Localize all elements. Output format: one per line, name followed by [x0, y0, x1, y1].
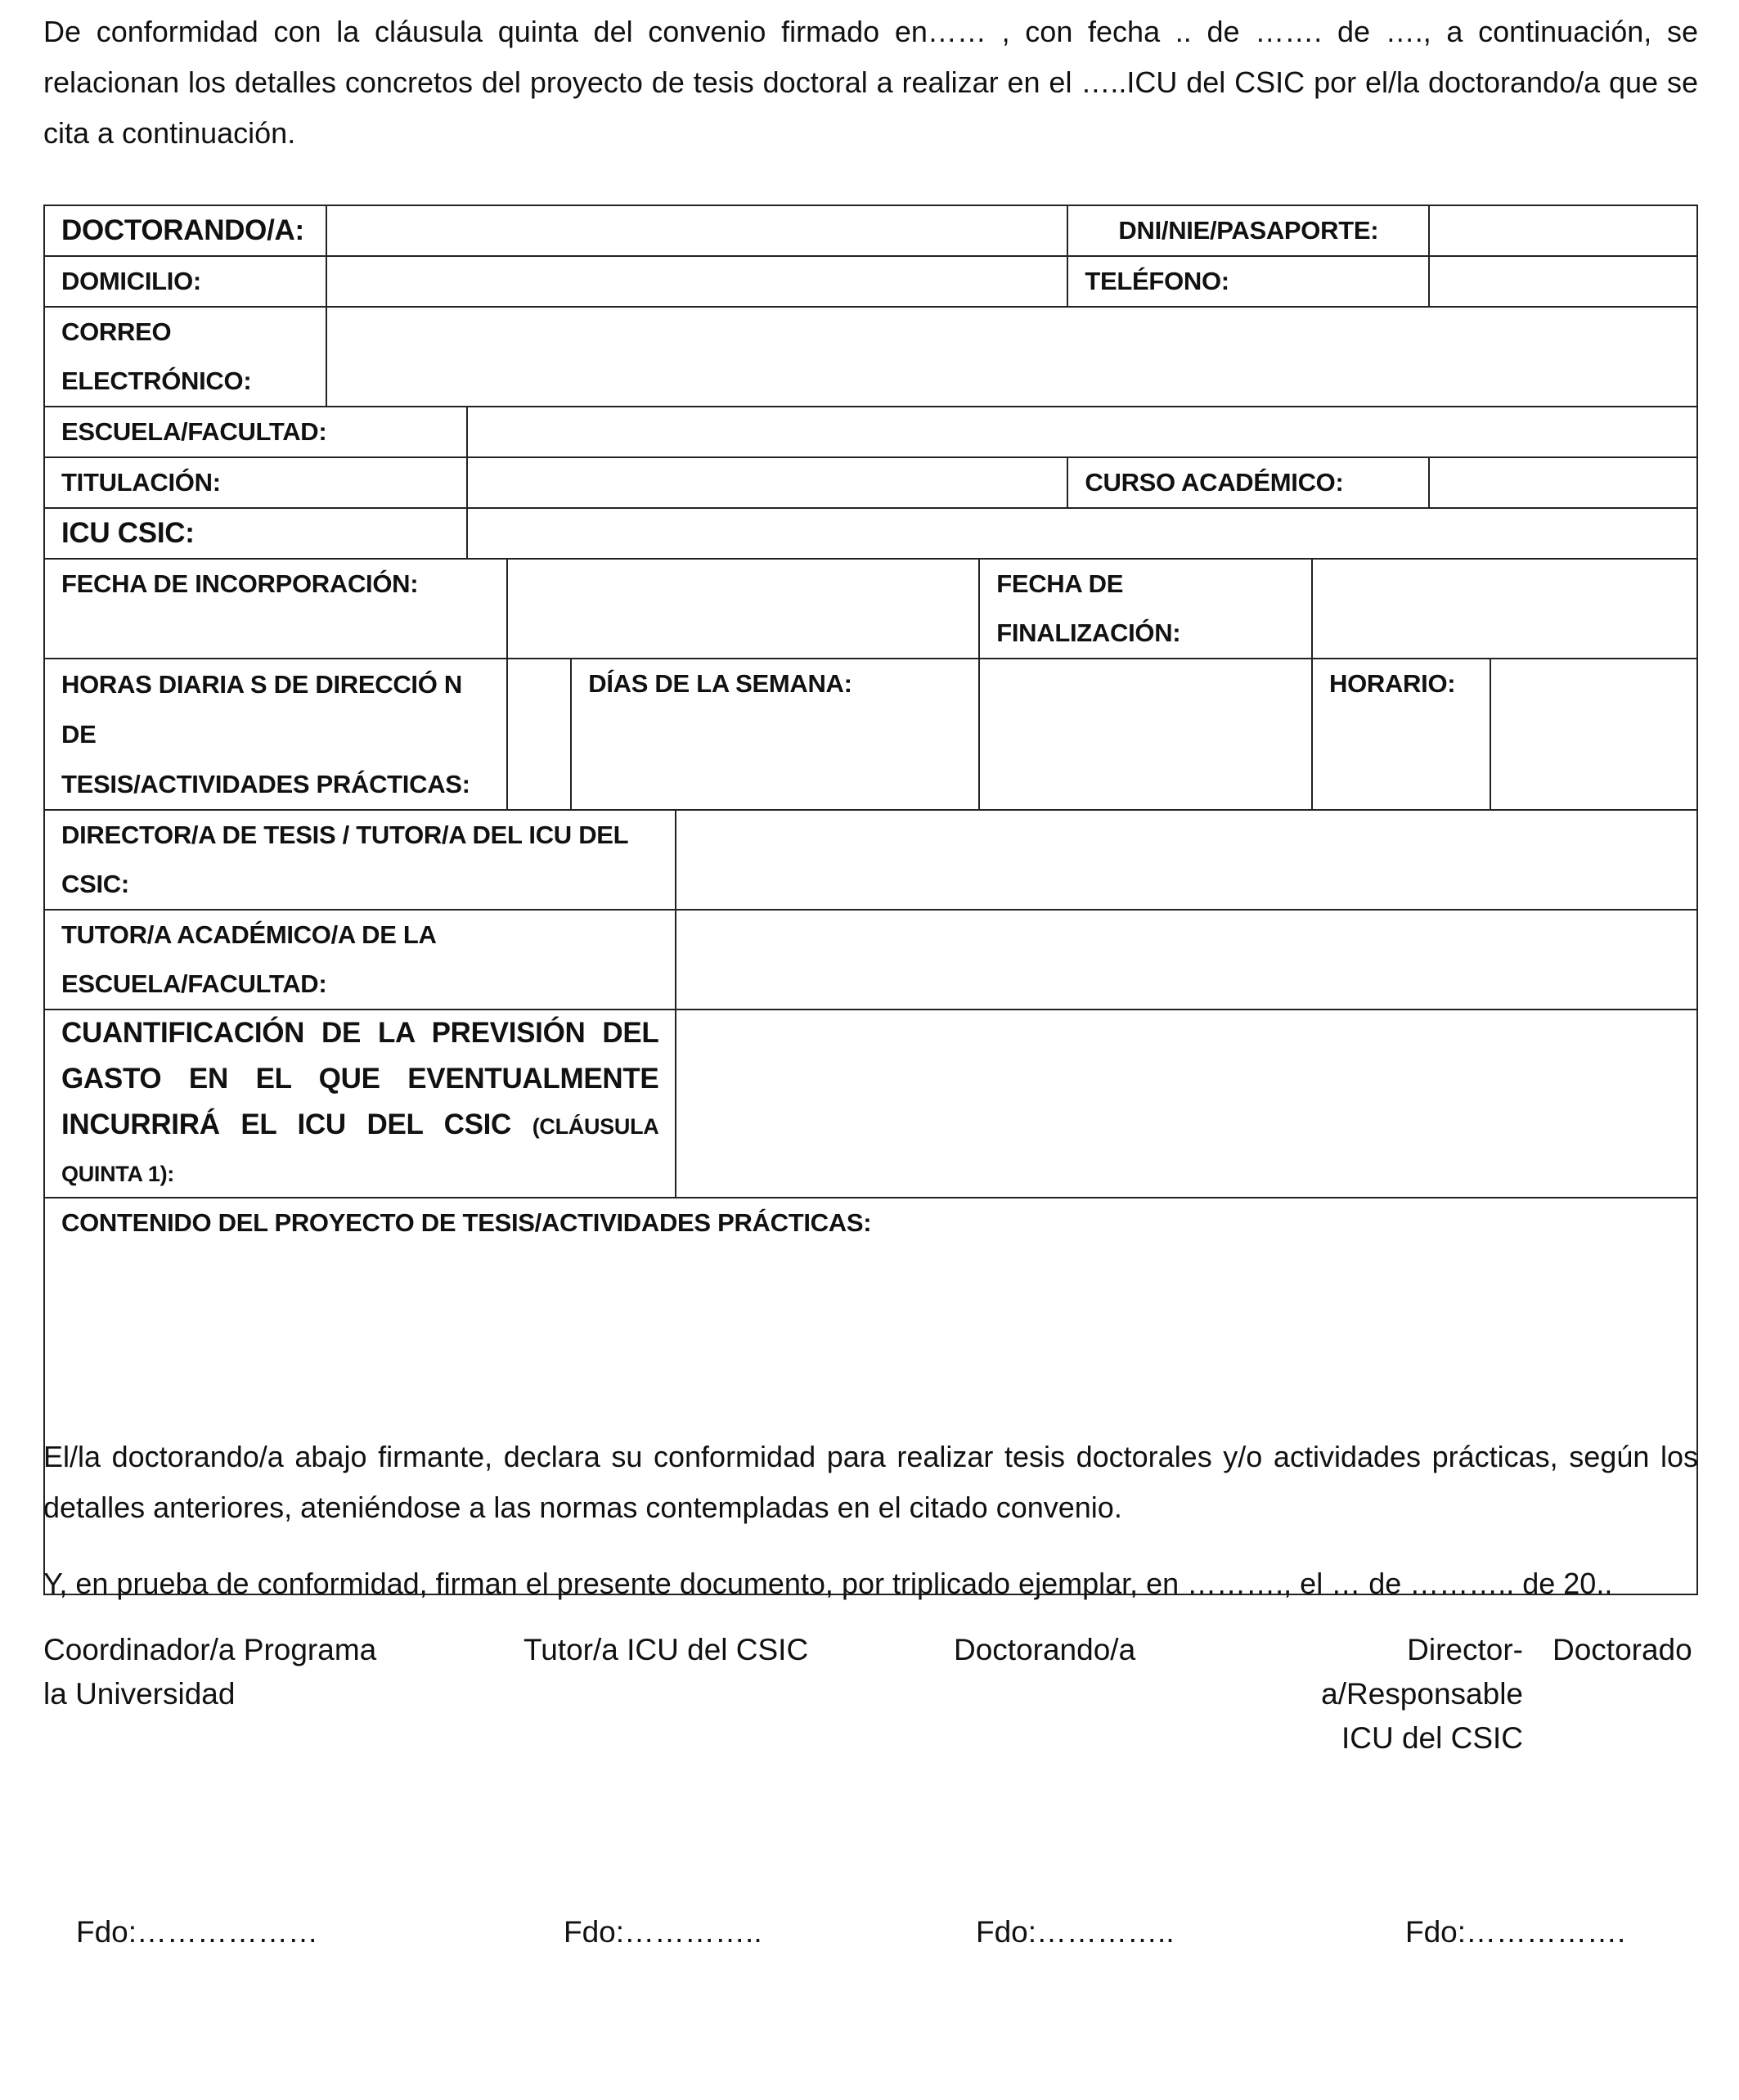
- signature-tutor: Tutor/a ICU del CSIC: [523, 1633, 809, 1666]
- fdo-director: Fdo:…………….: [1405, 1915, 1626, 1949]
- label-cuantificacion-text: CUANTIFICACIÓN DE LA PREVISIÓN DEL GASTO EN EL QUE EVENTUALMENTE INCURRIRÁ EL ICU DEL CSIC: [61, 1017, 659, 1140]
- fecha-incorporacion-field[interactable]: [507, 559, 979, 659]
- horario-field[interactable]: [1490, 659, 1697, 810]
- fecha-finalizacion-field[interactable]: [1312, 559, 1697, 659]
- fdo-tutor: Fdo:…………..: [564, 1915, 762, 1949]
- row-escuela: [44, 407, 1697, 457]
- doctorando-field[interactable]: [326, 205, 1068, 256]
- escuela-field[interactable]: [467, 407, 1697, 457]
- label-correo-line1: CORREO: [61, 317, 172, 346]
- signature-coordinador-line1: Coordinador/a Programa: [43, 1633, 377, 1666]
- label-clausula: (CLÁUSULA QUINTA 1):: [61, 1114, 659, 1186]
- signature-director: [1211, 1628, 1523, 1760]
- signature-coordinador-line2: la Universidad: [43, 1677, 236, 1711]
- dias-field[interactable]: [979, 659, 1312, 810]
- row-correo: [44, 307, 1697, 407]
- label-doctorando: DOCTORANDO/A:: [44, 205, 326, 256]
- fdo-coordinador: Fdo:………………: [76, 1915, 319, 1949]
- signature-coordinador: [43, 1628, 376, 1716]
- row-domicilio: [44, 256, 1697, 307]
- tutor-academico-field[interactable]: [676, 910, 1697, 1010]
- signature-director-line1: Director-a/Responsable: [1321, 1633, 1523, 1711]
- label-horas: [44, 659, 507, 810]
- label-domicilio: DOMICILIO:: [44, 256, 326, 307]
- icu-field[interactable]: [467, 508, 1697, 559]
- dni-field[interactable]: [1429, 205, 1697, 256]
- horas-field[interactable]: [507, 659, 571, 810]
- cuantificacion-field[interactable]: [676, 1010, 1697, 1198]
- curso-field[interactable]: [1429, 457, 1697, 508]
- row-tutor-academico: [44, 910, 1697, 1010]
- row-contenido: [44, 1198, 1697, 1594]
- domicilio-field[interactable]: [326, 256, 1068, 307]
- label-dias: DÍAS DE LA SEMANA:: [571, 659, 979, 810]
- fdo-doctorando: Fdo:…………..: [976, 1915, 1175, 1949]
- row-titulacion: [44, 457, 1697, 508]
- label-tutor-academico: TUTOR/A ACADÉMICO/A DE LA ESCUELA/FACULTAD:: [44, 910, 676, 1010]
- label-contenido: CONTENIDO DEL PROYECTO DE TESIS/ACTIVIDADES PRÁCTICAS:: [61, 1208, 872, 1237]
- declaration-paragraph: El/la doctorando/a abajo firmante, declara su conformidad para realizar tesis doctorales y/o actividades prácticas, según los detalles anteriores, ateniéndose a las normas contempladas en el citado convenio.: [43, 1440, 1698, 1524]
- titulacion-field[interactable]: [467, 457, 1067, 508]
- correo-field[interactable]: [326, 307, 1697, 407]
- signature-doctorando: Doctorando/a: [954, 1633, 1136, 1666]
- row-fechas: [44, 559, 1697, 659]
- row-horas: [44, 659, 1697, 810]
- row-doctorando: [44, 205, 1697, 256]
- signature-director-line2: ICU del CSIC: [1341, 1721, 1523, 1755]
- label-fecha-incorporacion: FECHA DE INCORPORACIÓN:: [44, 559, 507, 659]
- label-director: DIRECTOR/A DE TESIS / TUTOR/A DEL ICU DEL CSIC:: [44, 810, 676, 910]
- intro-paragraph: De conformidad con la cláusula quinta del convenio firmado en…… , con fecha .. de ……. de …., a continuación, se relacionan los detalles concretos del proyecto de tesis doctoral a realizar en el …..ICU del CSIC por el/la doctorando/a que se cita a continuación.: [43, 15, 1698, 150]
- signature-doctorado: Doctorado: [1553, 1633, 1692, 1666]
- label-escuela: ESCUELA/FACULTAD:: [44, 407, 467, 457]
- label-telefono: TELÉFONO:: [1067, 256, 1429, 307]
- conformity-paragraph: Y, en prueba de conformidad, firman el presente documento, por triplicado ejemplar, en ………., el … de ……….. de 20..: [43, 1567, 1613, 1600]
- label-correo: [44, 307, 326, 407]
- label-correo-line2: ELECTRÓNICO:: [61, 366, 252, 395]
- contenido-box[interactable]: [44, 1198, 1697, 1594]
- label-curso: CURSO ACADÉMICO:: [1067, 457, 1429, 508]
- row-icu: [44, 508, 1697, 559]
- label-titulacion: TITULACIÓN:: [44, 457, 467, 508]
- label-icu: ICU CSIC:: [44, 508, 467, 559]
- label-cuantificacion: [44, 1010, 676, 1198]
- label-horas-line2: TESIS/ACTIVIDADES PRÁCTICAS:: [61, 770, 470, 798]
- label-horario: HORARIO:: [1312, 659, 1490, 810]
- row-cuantificacion: [44, 1010, 1697, 1198]
- director-field[interactable]: [676, 810, 1697, 910]
- label-horas-line1: HORAS DIARIA S DE DIRECCIÓ N DE: [61, 670, 462, 749]
- row-director: [44, 810, 1697, 910]
- label-dni: DNI/NIE/PASAPORTE:: [1067, 205, 1429, 256]
- form-table: [43, 205, 1698, 1595]
- telefono-field[interactable]: [1429, 256, 1697, 307]
- label-fecha-finalizacion: FECHA DE FINALIZACIÓN:: [979, 559, 1312, 659]
